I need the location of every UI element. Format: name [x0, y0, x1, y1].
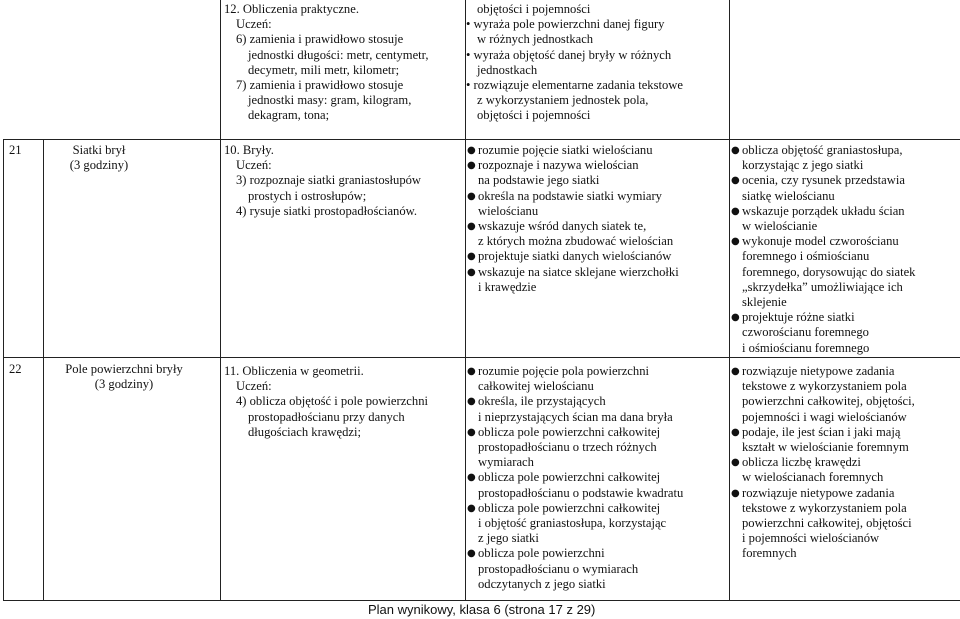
column-divider-topic	[43, 139, 44, 601]
list-item: ● wykonuje model czworościanu foremnego i ośmiościanu foremnego, dorysowując do siatek „skrzydełka” umożliwiające ich sklejenie	[731, 234, 916, 310]
list-item: ● rozumie pojęcie siatki wielościanu	[467, 143, 653, 157]
row-22-basic	[466, 364, 683, 592]
basic-line: objętości i pojemności	[477, 108, 591, 123]
row-21-basic	[466, 143, 679, 295]
content-line: dekagram, tona;	[248, 108, 330, 123]
row-21-content	[224, 143, 421, 219]
content-line: 10. Bryły.	[224, 143, 274, 157]
content-line: 3) rozpoznaje siatki graniastosłupów	[236, 173, 422, 188]
content-line: długościach krawędzi;	[248, 424, 361, 439]
row-22-topic	[49, 362, 199, 392]
list-item: ● wskazuje wśród danych siatek te, z których można zbudować wielościan	[467, 219, 674, 249]
list-item: ● oblicza objętość graniastosłupa, korzystając z jego siatki	[731, 143, 903, 173]
list-item: ● wskazuje porządek układu ścian w wielościanie	[731, 203, 905, 234]
list-item: ● rozwiązuje nietypowe zadania tekstowe z wykorzystaniem pola powierzchni całkowitej, objętości, pojemności i wagi wielościanów	[731, 364, 915, 424]
content-line: Uczeń:	[236, 17, 272, 32]
list-item: ● oblicza pole powierzchni prostopadłościanu o wymiarach odczytanych z jego siatki	[467, 546, 639, 591]
top-row-content-cell	[224, 2, 429, 124]
row-divider-bottom	[3, 600, 960, 601]
basic-line: w różnych jednostkach	[477, 32, 594, 47]
content-line: Uczeń:	[236, 158, 272, 173]
page-footer: Plan wynikowy, klasa 6 (strona 17 z 29)	[368, 602, 596, 617]
column-divider-content	[220, 0, 221, 601]
content-line: prostopadłościanu przy danych	[248, 409, 405, 424]
list-item: ● ocenia, czy rysunek przedstawia siatkę wielościanu	[731, 173, 905, 203]
content-line: 7) zamienia i prawidłowo stosuje	[236, 78, 404, 93]
row-21-extended	[730, 143, 915, 356]
lesson-number: 21	[9, 143, 22, 157]
list-item: ● określa, ile przystających i nieprzystających ścian ma dana bryła	[467, 394, 673, 424]
content-line: Uczeń:	[236, 379, 272, 394]
row-22-content	[224, 364, 428, 440]
list-item: ● rozwiązuje nietypowe zadania tekstowe z wykorzystaniem pola powierzchni całkowitej, objętości i pojemności wielościanów foremnych	[731, 485, 912, 561]
content-line: jednostki długości: metr, centymetr,	[248, 47, 429, 62]
content-line: jednostki masy: gram, kilogram,	[248, 93, 412, 108]
row-divider-top	[3, 139, 960, 140]
list-item: ● projektuje różne siatki czworościanu foremnego i ośmiościanu foremnego	[731, 310, 870, 355]
content-line: 11. Obliczenia w geometrii.	[224, 364, 364, 378]
content-line: prostych i ostrosłupów;	[248, 188, 367, 203]
content-line: decymetr, mili metr, kilometr;	[248, 62, 400, 77]
topic-title: Siatki brył	[72, 143, 126, 157]
content-line: 6) zamienia i prawidłowo stosuje	[236, 32, 404, 47]
content-line: 4) rysuje siatki prostopadłościanów.	[236, 203, 418, 218]
basic-line: • wyraża pole powierzchni danej figury	[466, 17, 665, 32]
top-row-basic-cell	[466, 2, 683, 124]
list-item: ● określa na podstawie siatki wymiary wielościanu	[467, 188, 662, 218]
content-line: 4) oblicza objętość i pole powierzchni	[236, 394, 428, 409]
row-21-number	[9, 143, 22, 158]
list-item: ● podaje, ile jest ścian i jaki mają kształt w wielościanie foremnym	[731, 424, 909, 455]
table-border-left	[3, 139, 4, 601]
list-item: ● oblicza pole powierzchni całkowitej prostopadłościanu o trzech różnych wymiarach	[467, 424, 661, 470]
row-21-topic	[49, 143, 149, 173]
row-divider-middle	[3, 357, 960, 358]
row-22-extended	[730, 364, 915, 562]
topic-hours: (3 godziny)	[69, 158, 129, 173]
content-line: 12. Obliczenia praktyczne.	[224, 2, 359, 16]
basic-line: • rozwiązuje elementarne zadania tekstowe	[466, 78, 683, 93]
list-item: ● projektuje siatki danych wielościanów	[467, 249, 672, 264]
list-item: ● oblicza pole powierzchni całkowitej i objętość graniastosłupa, korzystając z jego siatki	[467, 500, 667, 546]
list-item: ● oblicza pole powierzchni całkowitej prostopadłościanu o podstawie kwadratu	[467, 470, 684, 500]
lesson-number: 22	[9, 362, 22, 376]
list-item: ● oblicza liczbę krawędzi w wielościanach foremnych	[731, 455, 884, 485]
topic-title: Pole powierzchni bryły	[65, 362, 183, 376]
basic-line: jednostkach	[477, 62, 538, 77]
topic-hours: (3 godziny)	[94, 377, 154, 392]
list-item: ● rozpoznaje i nazywa wielościan na podstawie jego siatki	[467, 158, 639, 188]
list-item: ● rozumie pojęcie pola powierzchni całkowitej wielościanu	[467, 364, 649, 394]
list-item: ● wskazuje na siatce sklejane wierzchołki i krawędzie	[467, 264, 679, 294]
basic-line: • wyraża objętość danej bryły w różnych	[466, 47, 672, 62]
row-22-number	[9, 362, 22, 377]
basic-line: z wykorzystaniem jednostek pola,	[477, 93, 649, 108]
basic-line: objętości i pojemności	[477, 2, 591, 16]
